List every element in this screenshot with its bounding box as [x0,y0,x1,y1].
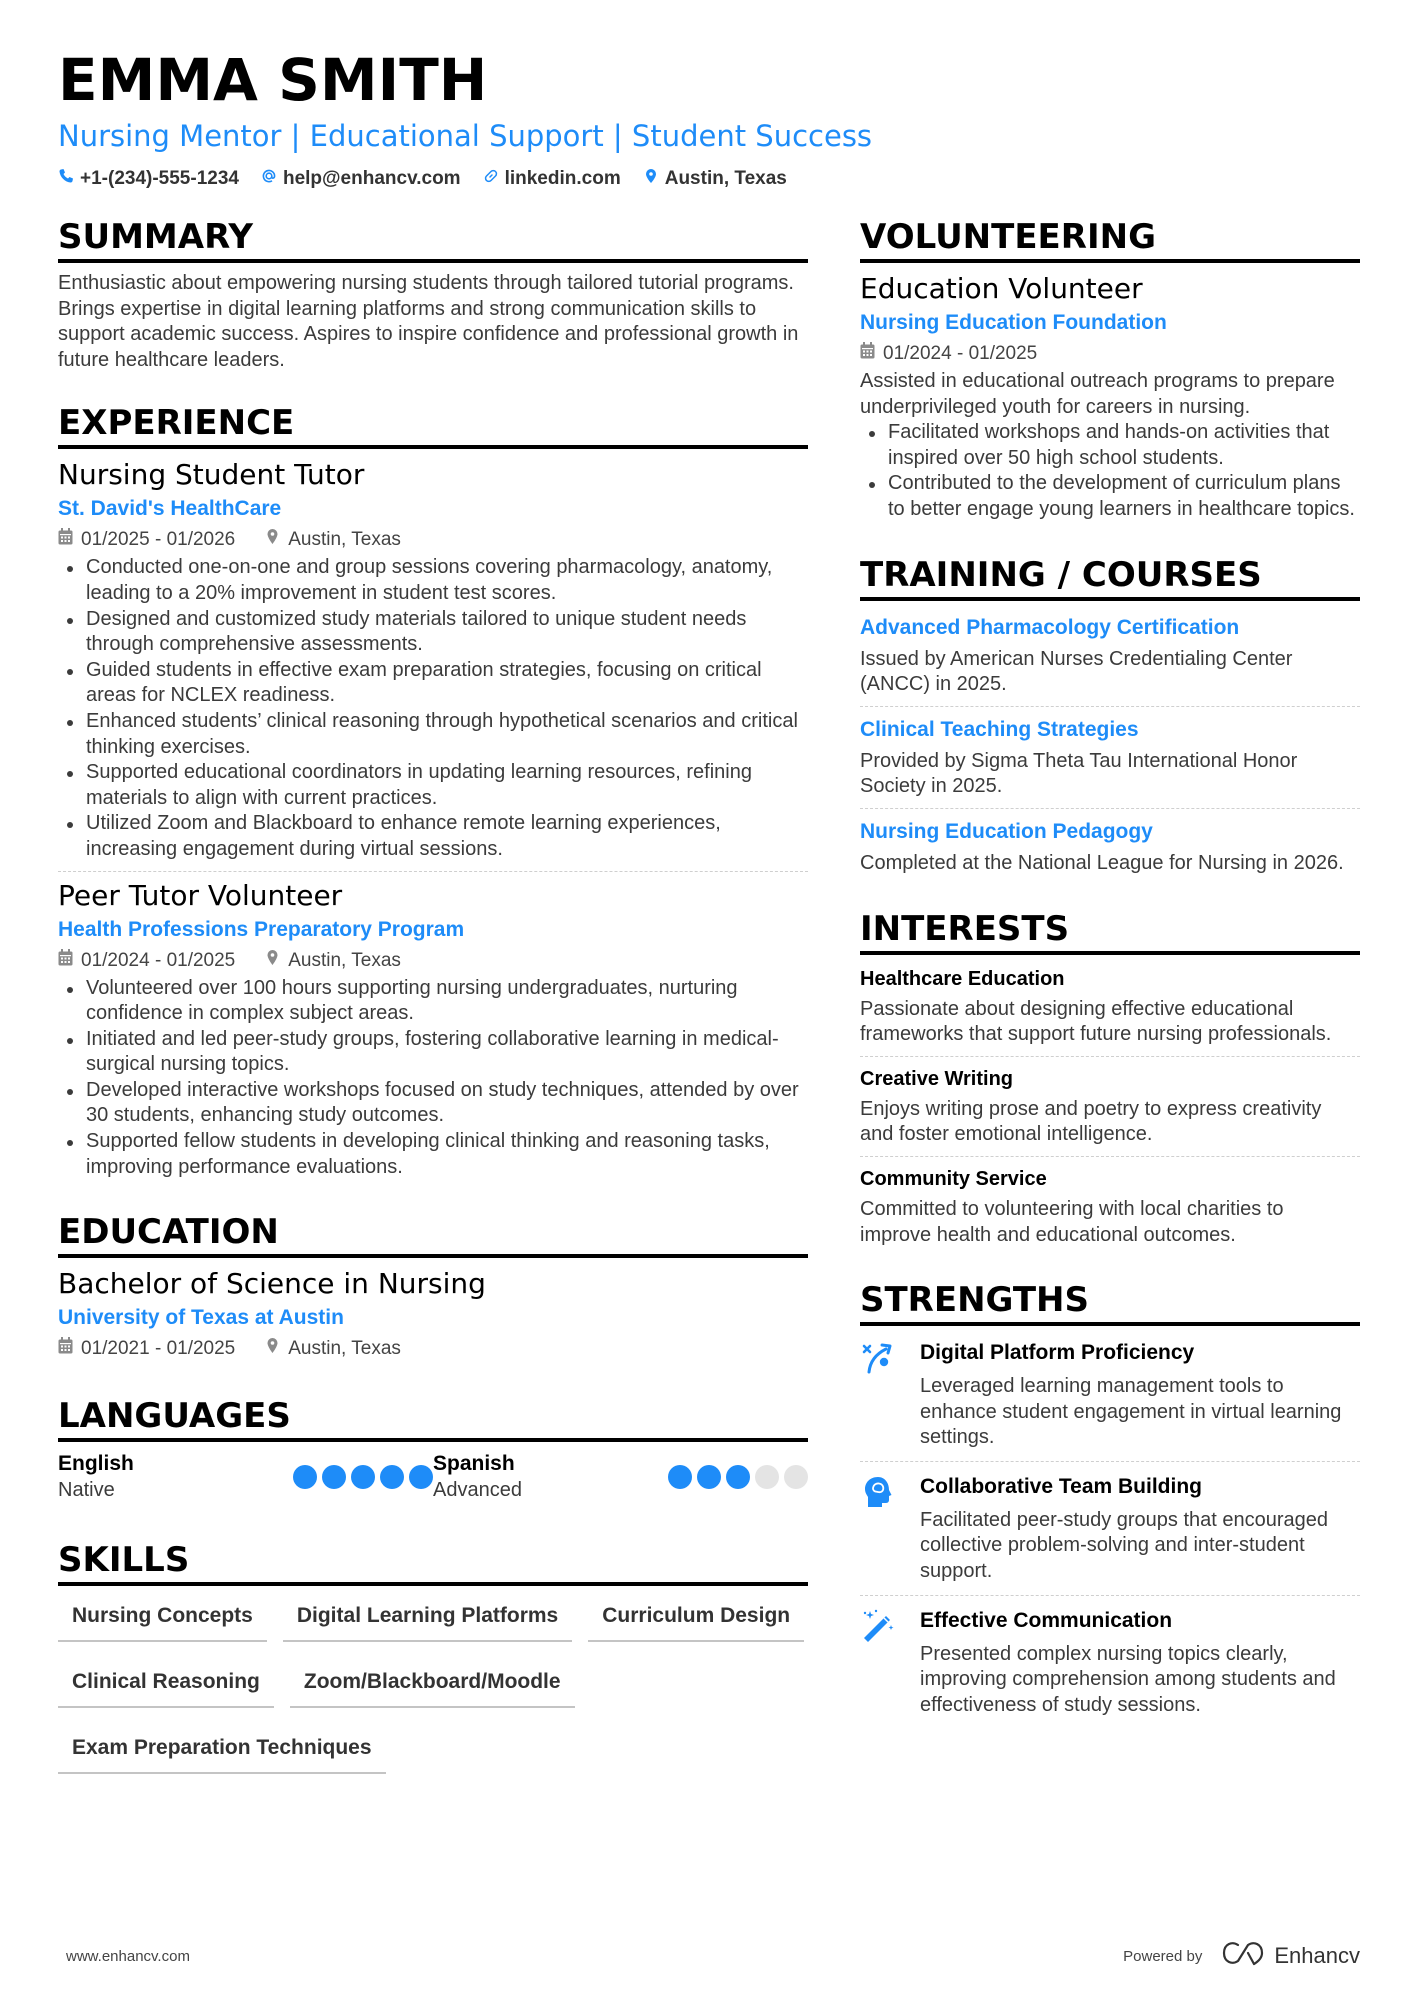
experience-entry [58,871,808,1189]
skill-tag: Zoom/Blackboard/Moodle [290,1662,575,1708]
school-name: University of Texas at Austin [58,1306,344,1330]
degree: Bachelor of Science in Nursing [58,1267,486,1301]
strength-title: Collaborative Team Building [920,1474,1202,1498]
link-icon [483,166,499,192]
skills-list [58,1596,808,1774]
language-level: Advanced [433,1479,522,1502]
strength-description: Facilitated peer-study groups that encouraged collective problem-solving and inter-student support. [920,1508,1329,1583]
calendar-icon [860,339,875,369]
location-pin-icon [265,1334,280,1364]
bullet-item: Utilized Zoom and Blackboard to enhance remote learning experiences, increasing engagement during virtual sessions. [58,811,808,862]
section-heading: SKILLS [58,1538,808,1586]
company-name: Health Professions Preparatory Program [58,917,465,941]
bullet-item: Supported fellow students in developing clinical thinking and reasoning tasks, improving performance evaluations. [58,1129,808,1180]
strength-item [860,1595,1360,1729]
rating-dot-filled [668,1465,692,1489]
job-meta [58,525,808,555]
location-pin-icon [265,525,280,555]
interest-description: Committed to volunteering with local charities to improve health and educational outcomes. [860,1197,1284,1246]
course-item [860,808,1360,885]
languages-section [58,1394,808,1504]
contact-location: Austin, Texas [643,166,787,192]
rating-dot-filled [697,1465,721,1489]
strengths-section [860,1278,1360,1728]
education-meta [58,1334,808,1364]
rating-dot-filled [322,1465,346,1489]
language-rating [668,1465,808,1489]
education-location: Austin, Texas [288,1338,401,1360]
section-heading: SUMMARY [58,215,808,263]
interest-item [860,1156,1360,1256]
language-level: Native [58,1479,115,1502]
language-item [433,1450,808,1504]
job-dates: 01/2025 - 01/2026 [81,529,236,551]
section-heading: STRENGTHS [860,1278,1360,1326]
section-heading: LANGUAGES [58,1394,808,1442]
training-section [860,553,1360,885]
rating-dot-filled [380,1465,404,1489]
volunteering-section [860,215,1360,531]
job-bullets [58,976,808,1181]
volunteering-entry [860,271,1360,531]
section-heading: INTERESTS [860,907,1360,955]
interest-item [860,1056,1360,1156]
brand-name: Enhancv [1274,1943,1360,1968]
section-heading: EDUCATION [58,1210,808,1258]
job-location: Austin, Texas [288,949,401,971]
enhancv-logo-icon [1220,1940,1266,1972]
company-name: St. David's HealthCare [58,497,282,521]
calendar-icon [58,525,73,555]
job-location: Austin, Texas [288,529,401,551]
volunteer-org: Nursing Education Foundation [860,311,1167,334]
right-column [860,215,1360,1750]
rating-dot-filled [351,1465,375,1489]
course-title: Clinical Teaching Strategies [860,717,1139,741]
powered-by [1123,1940,1360,1972]
course-item [860,609,1360,706]
course-description: Issued by American Nurses Credentialing Center (ANCC) in 2025. [860,647,1293,696]
magic-wand-icon [860,1606,902,1719]
section-heading: TRAINING / COURSES [860,553,1360,601]
interest-description: Passionate about designing effective educational frameworks that support future nursing professionals. [860,997,1332,1046]
volunteer-bullets [860,420,1360,522]
strength-title: Effective Communication [920,1608,1173,1632]
education-dates: 01/2021 - 01/2025 [81,1338,236,1360]
interest-title: Healthcare Education [860,967,1065,990]
bullet-item: Conducted one-on-one and group sessions covering pharmacology, anatomy, leading to a 20% improvement in student test scores. [58,555,808,606]
job-dates: 01/2024 - 01/2025 [81,949,236,971]
strength-description: Presented complex nursing topics clearly, improving comprehension among students and effectiveness of study sessions. [920,1642,1336,1716]
job-title: Peer Tutor Volunteer [58,878,343,912]
job-meta [58,946,808,976]
contact-bar [58,166,1358,192]
at-icon [261,166,277,192]
calendar-icon [58,946,73,976]
page-footer [66,1940,1360,1972]
rating-dot-filled [409,1465,433,1489]
course-description: Provided by Sigma Theta Tau International Honor Society in 2025. [860,749,1298,798]
contact-email[interactable]: help@enhancv.com [261,166,461,192]
contact-website[interactable]: linkedin.com [483,166,621,192]
education-entry [58,1266,808,1372]
course-title: Advanced Pharmacology Certification [860,615,1240,639]
interest-item [860,963,1360,1056]
bullet-item: Supported educational coordinators in updating learning resources, refining materials to align with current practices. [58,760,808,811]
bullet-item: Developed interactive workshops focused on study techniques, attended by over 30 students, enhancing study outcomes. [58,1078,808,1129]
powered-by-label: Powered by [1123,1947,1203,1965]
interest-title: Community Service [860,1167,1047,1190]
summary-text: Enthusiastic about empowering nursing students through tailored tutorial programs. Brings expertise in digital learning platforms and strong communication skills to support academic success. Aspires to inspire confidence and professional growth in future healthcare leaders. [58,272,799,371]
experience-entry [58,457,808,870]
language-item [58,1450,433,1504]
strength-description: Leveraged learning management tools to enhance student engagement in virtual learning settings. [920,1375,1342,1449]
course-item [860,706,1360,808]
skill-tag: Digital Learning Platforms [283,1596,572,1642]
footer-website-link[interactable]: www.enhancv.com [66,1947,190,1965]
phone-icon [58,166,74,192]
section-heading: VOLUNTEERING [860,215,1360,263]
bullet-item: Designed and customized study materials tailored to unique student needs through comprehensive assessments. [58,607,808,658]
candidate-title: Nursing Mentor | Educational Support | Student Success [58,119,873,153]
experience-section [58,401,808,1188]
bullet-item: Initiated and led peer-study groups, fostering collaborative learning in medical-surgical nursing topics. [58,1027,808,1078]
volunteer-dates: 01/2024 - 01/2025 [883,343,1038,364]
bullet-item: Guided students in effective exam preparation strategies, focusing on critical areas for NCLEX readiness. [58,658,808,709]
bullet-item: Volunteered over 100 hours supporting nursing undergraduates, nurturing confidence in complex subject areas. [58,976,808,1027]
contact-phone[interactable]: +1-(234)-555-1234 [58,166,239,192]
languages-list [58,1450,808,1504]
rating-dot-empty [784,1465,808,1489]
language-name: English [58,1452,134,1476]
skill-tag: Nursing Concepts [58,1596,267,1642]
job-title: Nursing Student Tutor [58,458,365,492]
left-column [58,215,808,1796]
strength-item [860,1334,1360,1461]
course-description: Completed at the National League for Nursing in 2026. [860,851,1344,874]
candidate-name: EMMA SMITH [58,46,488,114]
resume-header [58,44,1358,192]
interests-section [860,907,1360,1257]
interest-title: Creative Writing [860,1067,1013,1090]
skill-tag: Clinical Reasoning [58,1662,274,1708]
head-brain-icon [860,1472,902,1585]
rating-dot-filled [293,1465,317,1489]
language-rating [293,1465,433,1489]
summary-section [58,215,808,373]
bullet-item: Facilitated workshops and hands-on activities that inspired over 50 high school students. [860,420,1360,471]
skills-section [58,1538,808,1774]
language-name: Spanish [433,1452,515,1476]
bullet-item: Enhanced students’ clinical reasoning through hypothetical scenarios and critical thinking exercises. [58,709,808,760]
strategy-icon [860,1338,902,1451]
volunteer-role: Education Volunteer [860,272,1143,305]
bullet-item: Contributed to the development of curriculum plans to better engage young learners in healthcare topics. [860,471,1360,522]
interest-description: Enjoys writing prose and poetry to express creativity and foster emotional intelligence. [860,1097,1322,1146]
skill-tag: Exam Preparation Techniques [58,1728,386,1774]
volunteer-meta [860,339,1360,369]
education-section [58,1210,808,1372]
volunteer-description: Assisted in educational outreach programs to prepare underprivileged youth for careers in nursing. [860,370,1335,418]
course-title: Nursing Education Pedagogy [860,819,1153,843]
brand-logo[interactable] [1220,1940,1360,1972]
skill-tag: Curriculum Design [588,1596,804,1642]
rating-dot-filled [726,1465,750,1489]
strength-item [860,1461,1360,1595]
job-bullets [58,555,808,862]
rating-dot-empty [755,1465,779,1489]
strength-title: Digital Platform Proficiency [920,1341,1195,1365]
location-pin-icon [643,166,659,192]
location-pin-icon [265,946,280,976]
section-heading: EXPERIENCE [58,401,808,449]
calendar-icon [58,1334,73,1364]
